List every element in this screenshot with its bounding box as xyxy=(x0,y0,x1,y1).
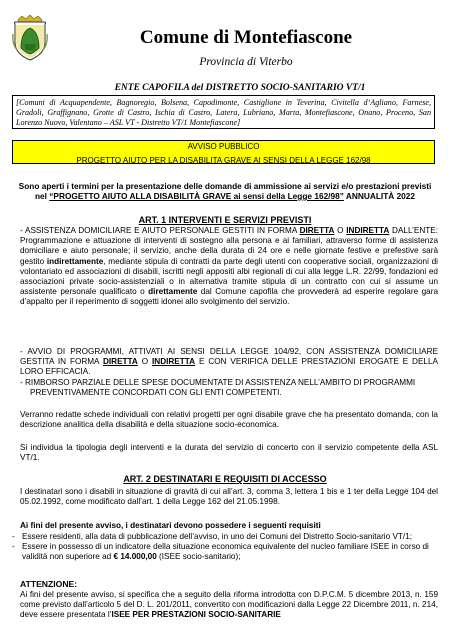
art1-p2-text: - AVVIO DI PROGRAMMI, ATTIVATI AI SENSI DELLA LEGGE 104/92, CON ASSISTENZA DOMICILIARE GESTITA IN FORMA xyxy=(20,347,438,367)
list-item xyxy=(12,532,438,542)
art1-paragraph-tipologia: Si individua la tipologia degli interventi e la durata del servizio di concerto con il servizio competente della ASL VT/1. xyxy=(20,443,438,463)
art1-p3-text: - RIMBORSO PARZIALE DELLE SPESE DOCUMENTATE DI ASSISTENZA NELL’AMBITO DI PROGRAMMI xyxy=(20,378,416,387)
art1-p1-o: O xyxy=(334,226,347,235)
art1-p1-indiretta: INDIRETTA xyxy=(346,226,390,235)
art2-paragraph-destinatari: I destinatari sono i disabili in situazione di gravità di cui all’art. 3, comma 3, lettera 1 bis e 1 ter della Legge 104 del 05.02.1992, come modificato dall’art. 1 della Legge 162 del 21.05.1998. xyxy=(20,487,438,507)
attenzione-isee-type: ISEE PER PRESTAZIONI SOCIO-SANITARIE xyxy=(111,610,281,620)
list-item xyxy=(12,542,438,562)
art1-p1-text-d: dal Comune capofila che provvederà ad esperire regolare gara d’appalto per il reperimento di soggetti idonei allo svolgimento del servizio. xyxy=(20,287,438,307)
member-comuni-text: [Comuni di Acquapendente, Bagnoregio, Bolsena, Capodimonte, Castiglione in Teverina, Civitella d’Agliano, Farnese, Gradoli, Graffignano, Grotte di Castro, Ischia di Castro, Latera, Lubriano, Marta, Montefiascone, Onano, Proceno, San Lorenzo Nuovo, Valentano – ASL VT - Distretto VT/1 Montefiascone] xyxy=(16,98,431,127)
art1-p2-text-c: E CON VERIFICA DELLE PRESTAZIONI EROGATE E DELLA LORO EFFICACIA. xyxy=(20,357,438,377)
attenzione-paragraph xyxy=(20,590,438,621)
art1-p2-indiretta: INDIRETTA xyxy=(152,357,196,367)
member-comuni-box xyxy=(12,95,435,129)
art1-p1-direttamente: direttamente xyxy=(148,287,198,297)
art1-p1-text-b: DALL’ENTE: Programmazione e attuazione di interventi di sostegno alla persona e ai familiari, attraverso forme di assistenza domiciliare e aiuto personale; il servizio, anche della durata di 24 ore e nelle giornate festive e prefestive sarà gestito xyxy=(20,226,438,266)
province-subtitle: Provincia di Viterbo xyxy=(199,56,293,68)
art1-title: ART. 1 INTERVENTI E SERVIZI PREVISTI xyxy=(138,215,312,225)
art1-p1-diretta: DIRETTA xyxy=(299,226,335,235)
intro-year: ANNUALITÀ 2022 xyxy=(343,191,416,201)
art1-paragraph-rimborso xyxy=(20,378,438,398)
intro-project-name: “PROGETTO AIUTO ALLA DISABILITÀ GRAVE ai sensi della Legge 162/98” xyxy=(49,191,344,201)
list-dash: - xyxy=(12,542,15,552)
intro-paragraph xyxy=(12,181,438,201)
art1-paragraph-programmi xyxy=(20,347,438,378)
notice-banner xyxy=(12,140,435,164)
art1-p1-text: - ASSISTENZA DOMICILIARE E AIUTO PERSONALE GESTITI IN FORMA xyxy=(20,226,300,235)
requisito-isee-text-b: (ISEE socio-sanitario); xyxy=(156,552,241,562)
notice-type: AVVISO PUBBLICO xyxy=(187,142,260,151)
requisito-isee-text: Essere in possesso di un indicatore della situazione economica equivalente del nucleo familiare ISEE in corso di validità non superiore ad xyxy=(22,542,429,562)
art1-paragraph-assistenza xyxy=(20,226,438,308)
intro-text-start: Sono aperti i termini per la presentazione delle domande di ammissione ai servizi e/o prestazioni previsti nel xyxy=(18,181,432,201)
ente-capofila-heading: ENTE CAPOFILA del DISTRETTO SOCIO-SANITARIO VT/1 xyxy=(114,83,366,93)
art1-p3-text-b: PREVENTIVAMENTE CONCORDATI CON GLI ENTI COMPETENTI. xyxy=(30,388,282,398)
isee-amount: € 14.000,00 xyxy=(113,552,157,562)
coat-of-arms-icon xyxy=(12,14,48,62)
art1-p2-o: O xyxy=(137,357,153,367)
art1-p1-text-c: , mediante stipula di contratti da parte degli utenti con cooperative sociali, organizzazioni di volontariato ed associazioni di disabili, iscritti negli appositi albi regionali di cui alla legge L.R. 22/99, fondazioni ed associazioni private socio-assistenziali o in alternativa tramite stipula di un contratto con cui si assume un assistente personale qualificato o xyxy=(20,256,438,297)
list-dash: - xyxy=(12,532,15,541)
art1-paragraph-schede: Verranno redatte schede individuali con relativi progetti per ogni disabile grave che ha presentato domanda, con la descrizione analitica della disabilità e della situazione socio-economica. xyxy=(20,410,438,430)
art1-p1-indirettamente: indirettamente xyxy=(46,256,104,266)
page-title: Comune di Montefiascone xyxy=(139,27,353,48)
requisito-residenza: Essere residenti, alla data di pubblicazione dell’avviso, in uno dei Comuni del Distretto Socio-sanitario VT/1; xyxy=(22,532,413,541)
art1-p2-diretta: DIRETTA xyxy=(102,357,138,367)
attenzione-text: Ai fini del presente avviso, si specifica che a seguito della riforma introdotta con D.P.C.M. 5 dicembre 2013, n. 159 come previsto dall’articolo 5 del D. L. 201/2011, convertito con modificazioni dalla Legge 22 Dicembre 2011, n. 214, deve essere presentata l’ xyxy=(20,590,438,620)
art2-title: ART. 2 DESTINATARI E REQUISITI DI ACCESSO xyxy=(123,474,327,484)
notice-subject: PROGETTO AIUTO PER LA DISABILITA GRAVE AI SENSI DELLA LEGGE 162/98 xyxy=(76,156,371,165)
requisito-isee xyxy=(22,542,438,562)
requisiti-heading: Ai fini del presente avviso, i destinatari devono possedere i seguenti requisiti xyxy=(20,521,321,530)
requisiti-list xyxy=(12,532,438,563)
attenzione-heading: ATTENZIONE: xyxy=(20,579,78,589)
